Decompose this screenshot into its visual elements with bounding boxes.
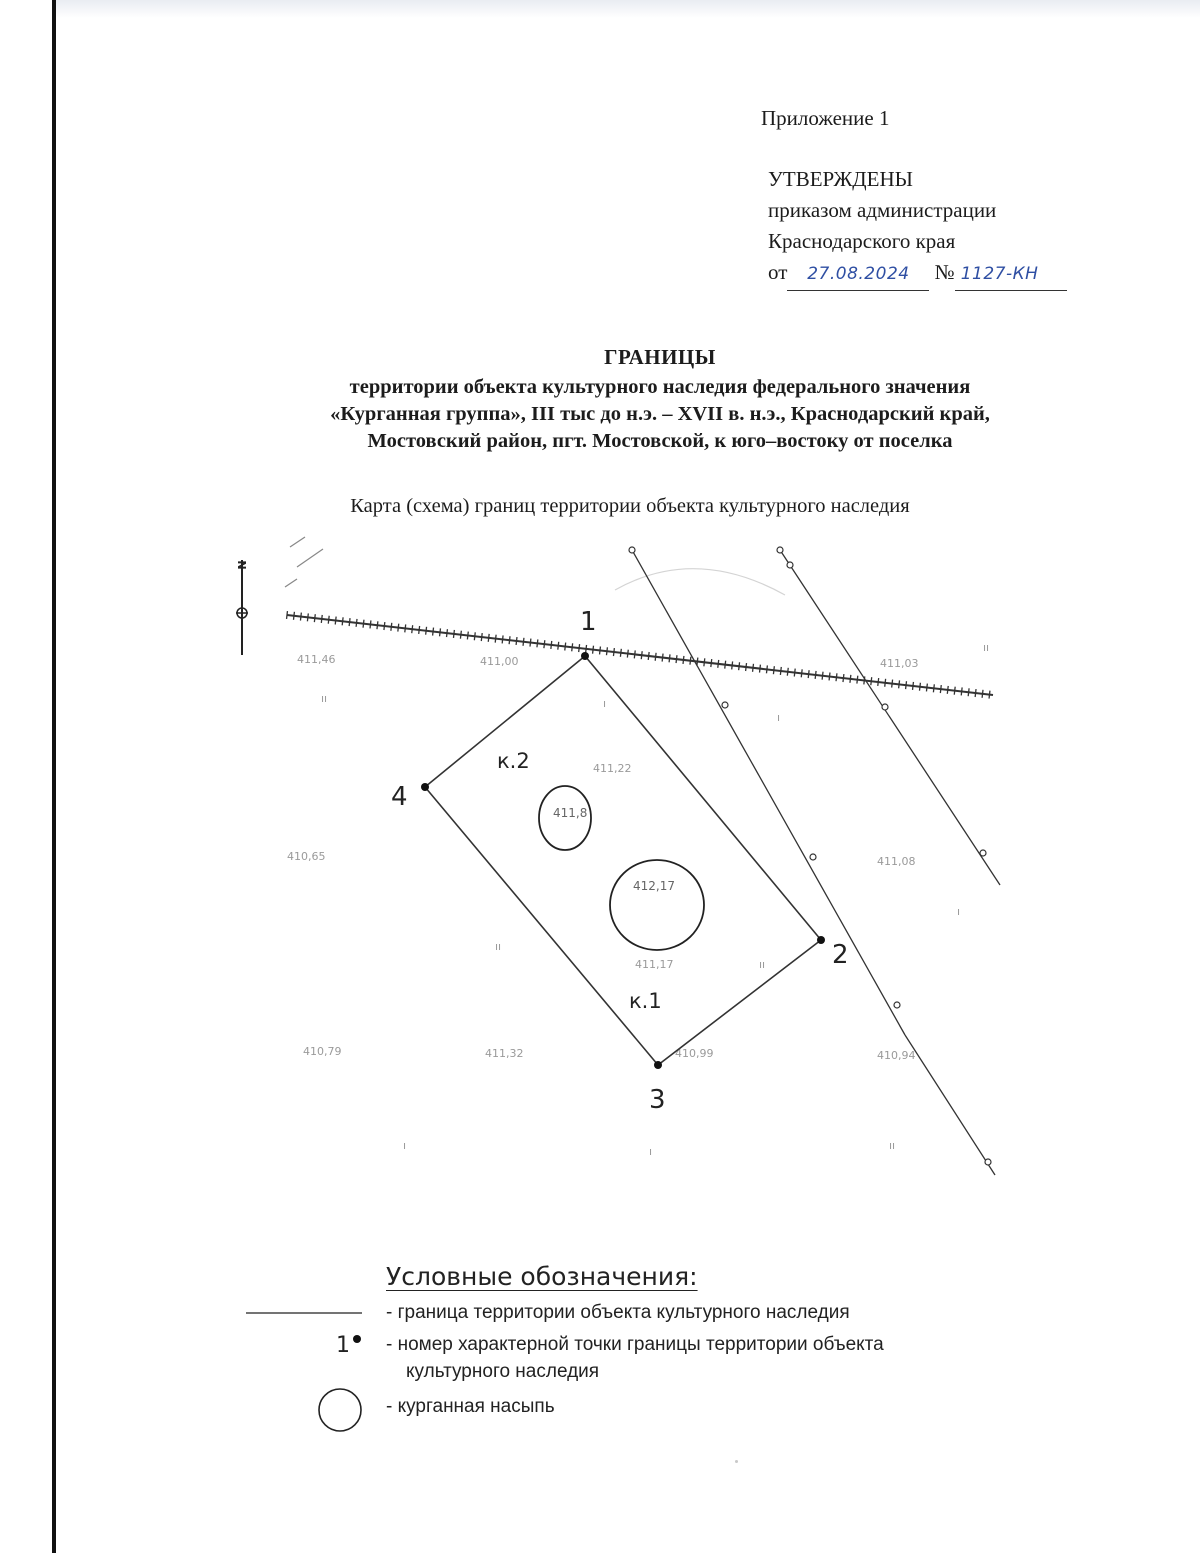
railway-tick	[808, 670, 809, 678]
svg-text:ıı: ıı	[889, 1139, 896, 1152]
boundary-point-4	[421, 783, 429, 791]
boundary-point-label: 3	[649, 1085, 666, 1115]
approved-by-line2: Краснодарского края	[768, 229, 956, 253]
railway-tick	[913, 682, 914, 690]
railway-tick	[565, 643, 566, 651]
railway-tick	[398, 624, 399, 632]
boundary-map-svg	[225, 535, 1025, 1195]
document-title	[120, 344, 1200, 455]
order-number-handwritten: 1127-КН	[955, 259, 1067, 291]
railway-tick	[509, 636, 510, 644]
boundary-map	[225, 535, 1025, 1195]
elevation-marks	[287, 653, 919, 1062]
railway-tick	[718, 660, 719, 668]
railway-tick	[933, 684, 934, 692]
date-prefix: от	[768, 260, 788, 284]
railway-tick	[300, 613, 301, 621]
railway-tick	[328, 616, 329, 624]
railway-line	[287, 611, 993, 699]
kurgan-1-mound	[610, 860, 704, 950]
railway-tick	[641, 651, 642, 659]
boundary-point-2	[817, 936, 825, 944]
elevation-mark: 411,08	[877, 855, 916, 868]
boundary-point-label: 4	[391, 782, 408, 812]
railway-tick	[321, 615, 322, 623]
railway-tick	[836, 673, 837, 681]
railway-tick	[968, 688, 969, 696]
railway-tick	[940, 685, 941, 693]
railway-tick	[572, 643, 573, 651]
scan-left-edge	[52, 0, 56, 1553]
railway-tick	[551, 641, 552, 649]
legend-boundary-text: - граница территории объекта культурного наследия	[386, 1302, 850, 1323]
title-line2: «Курганная группа», III тыс до н.э. – XVII в. н.э., Краснодарский край,	[330, 403, 990, 425]
railway-tick	[926, 684, 927, 692]
title-line3: Мостовский район, пгт. Мостовской, к юго–востоку от поселка	[367, 430, 953, 452]
power-lines	[629, 547, 1000, 1175]
appendix-label: Приложение 1	[761, 106, 890, 130]
railway-tick	[377, 621, 378, 629]
boundary-points	[391, 607, 849, 1115]
railway-tick	[801, 669, 802, 677]
legend-point-number: 1	[336, 1333, 350, 1358]
elevation-mark: 410,79	[303, 1045, 342, 1058]
railway-tick	[815, 671, 816, 679]
elevation-mark: 411,46	[297, 653, 336, 666]
railway-tick	[495, 635, 496, 643]
north-arrow-icon	[235, 560, 248, 655]
railway-tick	[342, 617, 343, 625]
boundary-point-3	[654, 1061, 662, 1069]
svg-text:ıı: ıı	[759, 958, 766, 971]
heritage-boundary	[425, 656, 821, 1065]
railway-tick	[294, 612, 295, 620]
railway-tick	[516, 637, 517, 645]
legend-point-text-line1: - номер характерной точки границы территории объекта	[386, 1334, 884, 1355]
railway-tick	[648, 652, 649, 660]
railway-tick	[857, 676, 858, 684]
railway-tick	[447, 629, 448, 637]
number-prefix: №	[934, 260, 955, 284]
railway-tick	[544, 640, 545, 648]
railway-tick	[523, 638, 524, 646]
railway-tick	[878, 678, 879, 686]
railway-tick	[871, 677, 872, 685]
railway-tick	[287, 611, 288, 619]
railway-tick	[766, 665, 767, 673]
railway-tick	[961, 687, 962, 695]
legend-point-text-line2: культурного наследия	[406, 1361, 600, 1382]
railway-tick	[899, 680, 900, 688]
svg-text:ı: ı	[957, 905, 961, 918]
railway-tick	[627, 650, 628, 658]
svg-text:ıı: ıı	[321, 692, 328, 705]
railway-tick	[460, 631, 461, 639]
railway-tick	[335, 617, 336, 625]
legend-title: Условные обозначения:	[386, 1262, 698, 1291]
terrain-ticks	[321, 641, 989, 1158]
elevation-mark: 411,00	[480, 655, 519, 668]
sketch-marks	[285, 537, 323, 587]
svg-text:ıı: ıı	[983, 641, 990, 654]
svg-text:ı: ı	[649, 1145, 653, 1158]
elevation-mark: 410,65	[287, 850, 326, 863]
elevation-mark: 410,94	[877, 1049, 916, 1062]
railway-tick	[746, 663, 747, 671]
svg-text:ı: ı	[777, 711, 781, 724]
railway-tick	[975, 689, 976, 697]
railway-tick	[732, 661, 733, 669]
railway-tick	[773, 666, 774, 674]
railway-tick	[704, 658, 705, 666]
elevation-mark: 411,22	[593, 762, 632, 775]
order-date-line	[768, 257, 1067, 291]
north-letter: N	[235, 560, 248, 570]
railway-tick	[530, 639, 531, 647]
railway-tick	[787, 668, 788, 676]
railway-tick	[502, 635, 503, 643]
boundary-point-label: 2	[832, 940, 849, 970]
svg-text:ı: ı	[603, 697, 607, 710]
railway-tick	[634, 650, 635, 658]
contour-arc	[615, 569, 785, 595]
railway-tick	[711, 659, 712, 667]
railway-tick	[412, 625, 413, 633]
railway-tick	[593, 646, 594, 654]
railway-tick	[474, 632, 475, 640]
railway-tick	[307, 613, 308, 621]
railway-tick	[829, 673, 830, 681]
order-date-handwritten: 27.08.2024	[787, 259, 929, 291]
railway-tick	[613, 648, 614, 656]
railway-tick	[843, 674, 844, 682]
railway-tick	[600, 646, 601, 654]
elevation-mark: 411,03	[880, 657, 919, 670]
railway-tick	[662, 654, 663, 662]
railway-tick	[384, 622, 385, 630]
railway-tick	[586, 645, 587, 653]
railway-tick	[982, 690, 983, 698]
railway-tick	[885, 679, 886, 687]
railway-tick	[405, 624, 406, 632]
railway-tick	[690, 657, 691, 665]
railway-tick	[349, 618, 350, 626]
scan-speck	[735, 1460, 738, 1463]
railway-tick	[426, 627, 427, 635]
railway-tick	[391, 623, 392, 631]
railway-tick	[892, 680, 893, 688]
railway-tick	[725, 661, 726, 669]
boundary-point-label: 1	[580, 607, 597, 637]
kurgan-2-label: к.2	[497, 749, 530, 773]
kurgan-2-elevation: 411,8	[553, 806, 588, 820]
railway-tick	[607, 647, 608, 655]
railway-tick	[363, 620, 364, 628]
title-line1: территории объекта культурного наследия федерального значения	[349, 376, 971, 398]
elevation-mark: 410,99	[675, 1047, 714, 1060]
kurgan-1-label: к.1	[629, 989, 662, 1013]
svg-text:ı: ı	[403, 1139, 407, 1152]
railway-tick	[794, 669, 795, 677]
railway-tick	[669, 654, 670, 662]
railway-tick	[537, 639, 538, 647]
legend-point-symbol	[336, 1333, 361, 1358]
boundary-point-1	[581, 652, 589, 660]
railway-tick	[780, 667, 781, 675]
svg-text:ıı: ıı	[495, 940, 502, 953]
railway-tick	[488, 634, 489, 642]
legend-mound-circle-icon	[316, 1386, 364, 1434]
approved-by-line1: приказом администрации	[768, 198, 997, 222]
kurgan-mounds	[497, 749, 704, 1013]
railway-tick	[989, 691, 990, 699]
railway-tick	[356, 619, 357, 627]
railway-tick	[467, 632, 468, 640]
map-caption: Карта (схема) границ территории объекта культурного наследия	[350, 495, 910, 517]
railway-tick	[433, 628, 434, 636]
approved-heading: УТВЕРЖДЕНЫ	[768, 167, 913, 191]
railway-tick	[481, 633, 482, 641]
railway-tick	[760, 665, 761, 673]
railway-tick	[655, 653, 656, 661]
railway-tick	[419, 626, 420, 634]
elevation-mark: 411,17	[635, 958, 674, 971]
title-main: ГРАНИЦЫ	[604, 345, 716, 369]
railway-tick	[739, 662, 740, 670]
legend-mound-text: - курганная насыпь	[386, 1396, 555, 1417]
scan-top-shade	[56, 0, 1200, 18]
railway-tick	[370, 620, 371, 628]
railway-tick	[954, 687, 955, 695]
railway-tick	[683, 656, 684, 664]
railway-tick	[453, 630, 454, 638]
railway-tick	[850, 675, 851, 683]
railway-tick	[753, 664, 754, 672]
railway-tick	[314, 614, 315, 622]
railway-tick	[440, 628, 441, 636]
railway-tick	[676, 655, 677, 663]
railway-tick	[579, 644, 580, 652]
railway-tick	[558, 642, 559, 650]
railway-tick	[620, 649, 621, 657]
railway-tick	[906, 681, 907, 689]
elevation-mark: 411,32	[485, 1047, 524, 1060]
legend-boundary-line-icon	[246, 1310, 362, 1316]
railway-tick	[947, 686, 948, 694]
approval-block	[768, 164, 1067, 291]
legend-point-dot-icon	[353, 1335, 361, 1343]
railway-tick	[822, 672, 823, 680]
kurgan-1-elevation: 412,17	[633, 879, 675, 893]
railway-tick	[919, 683, 920, 691]
